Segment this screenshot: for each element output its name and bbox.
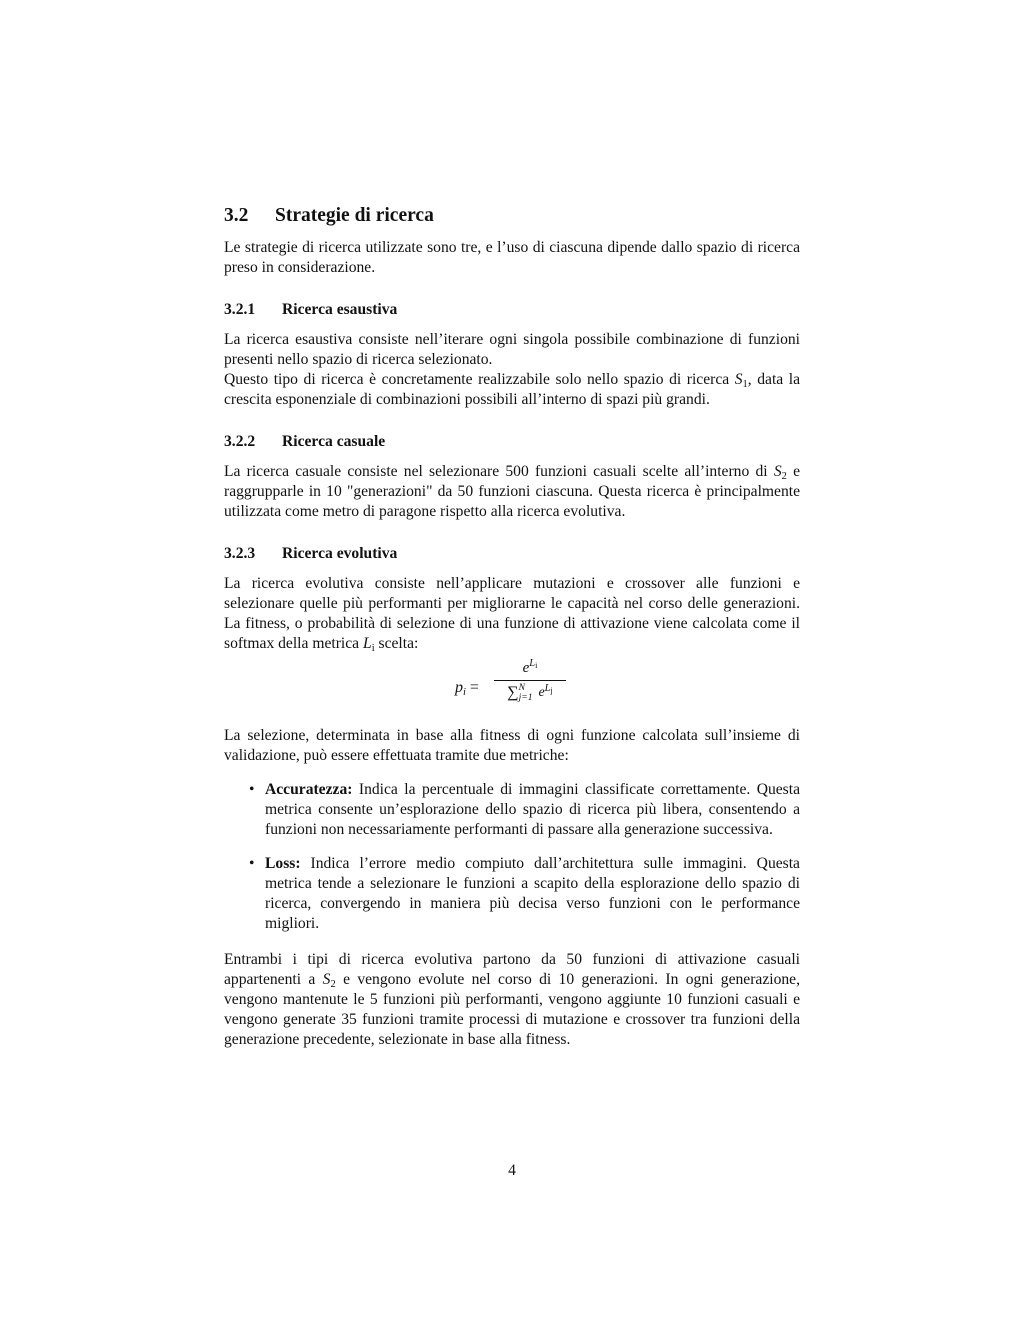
math-sub: 2 [781, 471, 787, 482]
fraction-bar [494, 680, 566, 681]
subsection-title: Ricerca evolutiva [282, 545, 398, 562]
math-sub: i [463, 687, 466, 698]
text-span: La ricerca evolutiva consiste nell’applicare mutazioni e crossover alle funzioni e selezionare quelle più performanti per migliorarne le capacità nel corso delle generazioni. La fitness, o probabilità di selezione di una funzione di attivazione viene calcolata come il softmax della metrica [224, 575, 800, 652]
random-paragraph [224, 462, 800, 522]
subsection-heading-evolutionary [224, 544, 800, 564]
formula-fraction [494, 658, 566, 703]
selection-paragraph: La selezione, determinata in base alla fitness di ogni funzione calcolata sull’insieme di validazione, può essere effettuata tramite due metriche: [224, 727, 800, 764]
math-s2 [323, 971, 336, 988]
text-span: e vengono evolute nel corso di 10 generazioni. In ogni generazione, vengono mantenute le 5 funzioni più performanti, vengono aggiunte 10 funzioni casuali e vengono generate 35 funzioni tramite processi di mutazione e crossover tra funzioni della generazione precedente, selezionate in base alla fitness. [224, 971, 801, 1048]
list-item [249, 780, 801, 840]
text-span: Entrambi i tipi di ricerca evolutiva partono da 50 funzioni di attivazione casuali appartenenti a [224, 951, 800, 988]
math-sub: i [371, 643, 375, 654]
page-number: 4 [508, 1162, 516, 1179]
metric-description: Indica la percentuale di immagini classificate correttamente. Questa metrica consente un’esplorazione dello spazio di ricerca più libera, consentendo a funzioni non necessariamente performanti di passare alla generazione successiva. [265, 781, 801, 838]
metric-term: Loss: [265, 855, 301, 872]
text-span: e raggrupparle in 10 "generazioni" da 50 funzioni ciascuna. Questa ricerca è principalmente utilizzata come metro di paragone rispetto alla ricerca evolutiva. [224, 463, 800, 520]
text-span: Questo tipo di ricerca è concretamente realizzabile solo nello spazio di ricerca [224, 371, 730, 388]
sum-lower: j=1 [518, 693, 533, 703]
metric-description: Indica l’errore medio compiuto dall’architettura sulle immagini. Questa metrica tende a selezionare le funzioni a scapito della esplorazione dello spazio di ricerca, convergendo in maniera più decisa verso funzioni con le performance migliori. [265, 855, 800, 932]
subsection-title: Ricerca esaustiva [282, 301, 398, 318]
section-number: 3.2 [224, 205, 249, 226]
section-title: Strategie di ricerca [275, 205, 434, 226]
sum-symbol: ∑ [507, 684, 519, 701]
formula-denominator [494, 683, 566, 703]
subsection-number: 3.2.1 [224, 301, 256, 318]
subsection-number: 3.2.2 [224, 433, 256, 450]
math-var: S [773, 463, 782, 480]
sum-limits [519, 683, 533, 703]
sum-upper: N [518, 683, 525, 693]
exhaustive-paragraph-2 [224, 370, 800, 410]
math-li [363, 635, 375, 652]
math-sub: j [550, 685, 553, 695]
subsection-heading-exhaustive [224, 300, 800, 320]
metrics-list [224, 780, 800, 934]
math-var: S [734, 371, 743, 388]
text-span: La ricerca casuale consiste nel selezionare 500 funzioni casuali scelte all’interno di [224, 463, 768, 480]
math-sup [529, 658, 537, 669]
subsection-number: 3.2.3 [224, 545, 256, 562]
subsection-heading-random [224, 432, 800, 452]
math-sup [545, 683, 553, 694]
math-var: L [363, 635, 372, 652]
section-intro: Le strategie di ricerca utilizzate sono tre, e l’uso di ciascuna dipende dallo spazio di ricerca preso in considerazione. [224, 239, 800, 276]
metric-term: Accuratezza: [265, 781, 353, 798]
text-span: , data la crescita esponenziale di combinazioni possibili all’interno di spazi più grandi. [224, 371, 800, 408]
bullet-icon: • [249, 855, 255, 872]
final-paragraph [224, 950, 800, 1050]
math-var: S [322, 971, 331, 988]
bullet-icon: • [249, 781, 255, 798]
math-var: L [544, 682, 551, 694]
subsection-title: Ricerca casuale [282, 433, 386, 450]
text-span: scelta: [378, 635, 419, 652]
math-sub: 2 [330, 979, 336, 990]
list-item [249, 854, 800, 934]
evolutionary-paragraph [224, 574, 800, 654]
math-s1 [735, 371, 748, 388]
math-s2 [774, 463, 787, 480]
page-content [224, 204, 800, 1050]
math-var: L [529, 658, 536, 669]
softmax-formula [224, 658, 800, 718]
section-heading [224, 204, 800, 228]
formula-lhs [455, 678, 479, 698]
math-var: e [538, 685, 545, 701]
math-var: e [522, 660, 530, 676]
math-sub: 1 [742, 379, 748, 390]
exhaustive-paragraph-1: La ricerca esaustiva consiste nell’iterare ogni singola possibile combinazione di funzioni presenti nello spazio di ricerca selezionato. [224, 331, 800, 368]
equals-sign: = [469, 679, 479, 696]
math-sub: i [535, 661, 538, 670]
formula-numerator [494, 658, 566, 678]
math-var: p [455, 679, 463, 696]
